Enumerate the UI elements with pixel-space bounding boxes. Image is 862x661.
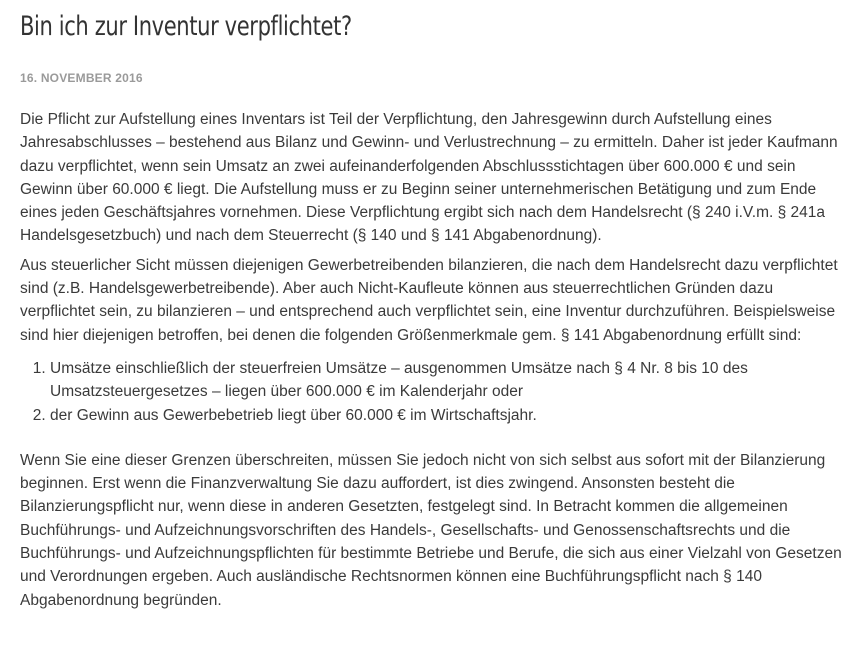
paragraph-closing: Wenn Sie eine dieser Grenzen überschreiten, müssen Sie jedoch nicht von sich selbst aus sofort mit der Bilanzierung beginnen. Erst wenn die Finanzverwaltung Sie dazu auffordert, ist dies zwingend. Ansonsten besteht die Bilanzierungspflicht nur, wenn diese in anderen Gesetzten, festgelegt sind. In Betracht kommen die allgemeinen Buchführungs- und Aufzeichnungsvorschriften des Handels-, Gesellschafts- und Genossenschaftsrechts und die Buchführungs- und Aufzeichnungspflichten für bestimmte Betriebe und Berufe, die sich aus einer Vielzahl von Gesetzen und Verordnungen ergeben. Auch ausländische Rechtsnormen können eine Buchführungspflicht nach § 140 Abgabenordnung begründen.: [20, 451, 842, 609]
article: [20, 0, 850, 612]
list-item: 2. der Gewinn aus Gewerbebetrieb liegt über 60.000 € im Wirtschaftsjahr.: [50, 404, 850, 427]
criteria-list: [20, 357, 850, 427]
list-item: 1. Umsätze einschließlich der steuerfreien Umsätze – ausgenommen Umsätze nach § 4 Nr. 8 bis 10 des Umsatzsteuergesetzes – liegen über 600.000 € im Kalenderjahr oder: [50, 357, 850, 404]
article-date: 16. NOVEMBER 2016: [20, 71, 143, 85]
article-body: [20, 108, 850, 612]
paragraph-intro: Die Pflicht zur Aufstellung eines Inventars ist Teil der Verpflichtung, den Jahresgewinn durch Aufstellung eines Jahresabschlusses – bestehend aus Bilanz und Gewinn- und Verlustrechnung – zu ermitteln. Daher ist jeder Kaufmann dazu verpflichtet, wenn sein Umsatz an zwei aufeinanderfolgenden Abschlussstichtagen über 600.000 € und sein Gewinn über 60.000 € liegt. Die Aufstellung muss er zu Beginn seiner unternehmerischen Betätigung und zum Ende eines jeden Geschäftsjahres vornehmen. Diese Verpflichtung ergibt sich nach dem Handelsrecht (§ 240 i.V.m. § 241a Handelsgesetzbuch) und nach dem Steuerrecht (§ 140 und § 141 Abgabenordnung).: [20, 111, 838, 245]
paragraph-tax-view: Aus steuerlicher Sicht müssen diejenigen Gewerbetreibenden bilanzieren, die nach dem Handelsrecht dazu verpflichtet sind (z.B. Handelsgewerbetreibende). Aber auch Nicht-Kaufleute können aus steuerrechtlichen Gründen dazu verpflichtet sein, zu bilanzieren – und entsprechend auch verpflichtet sein, eine Inventur durchzuführen. Beispielsweise sind hier diejenigen betroffen, bei denen die folgenden Größenmerkmale gem. § 141 Abgabenordnung erfüllt sind:: [20, 256, 838, 344]
article-title: Bin ich zur Inventur verpflichtet?: [20, 11, 352, 42]
